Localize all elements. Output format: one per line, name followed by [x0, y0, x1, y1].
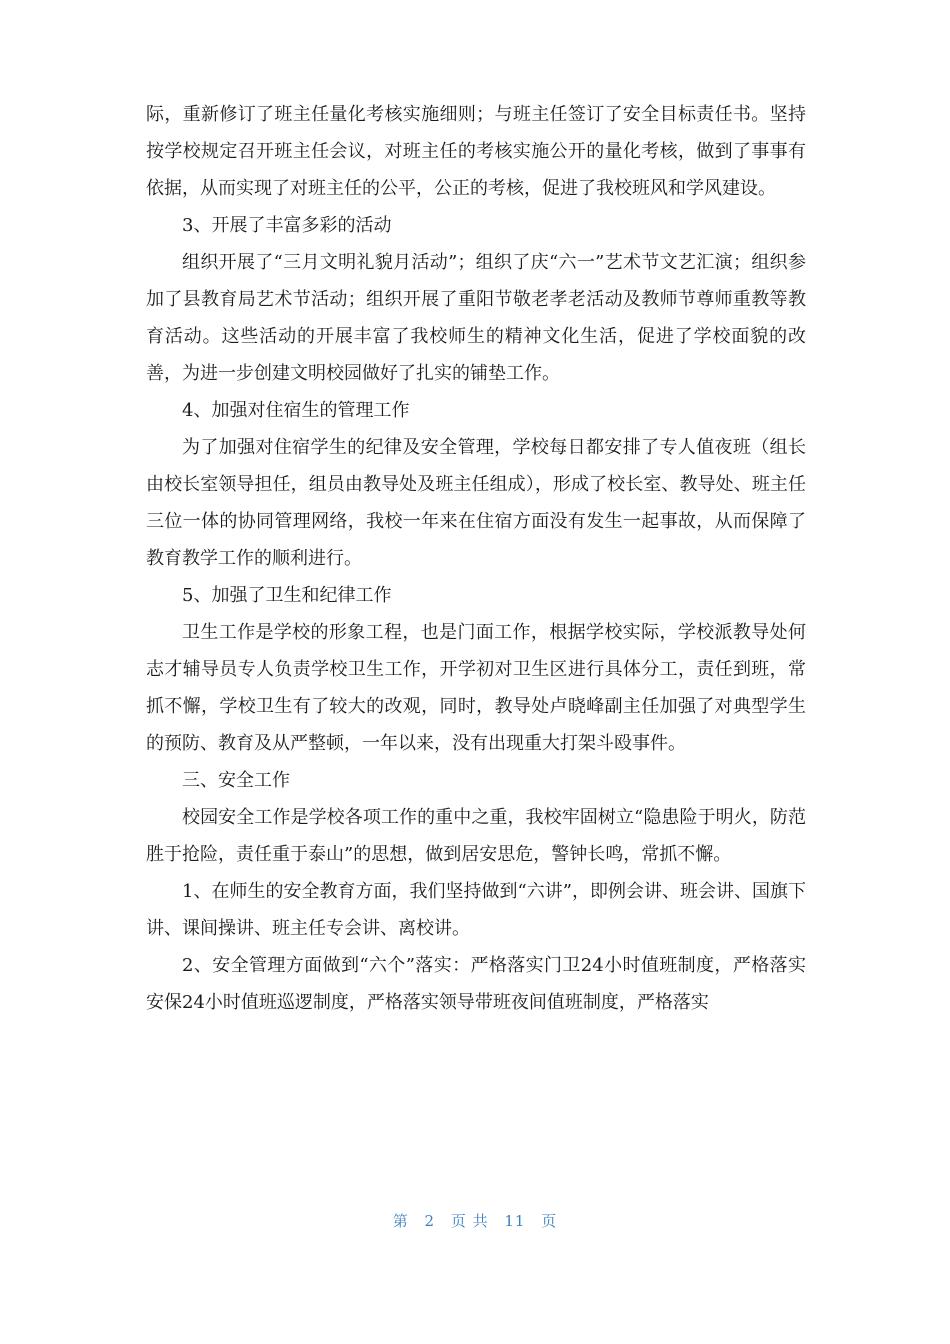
paragraph: 组织开展了“三月文明礼貌月活动”；组织了庆“六一”艺术节文艺汇演；组织参加了县教育局艺术节活动；组织开展了重阳节敬老孝老活动及教师节尊师重教等教育活动。这些活动的开展丰富了我校师生的精神文化生活，促进了学校面貌的改善，为进一步创建文明校园做好了扎实的铺垫工作。 — [146, 252, 806, 384]
paragraph: 卫生工作是学校的形象工程，也是门面工作，根据学校实际，学校派教导处何志才辅导员专人负责学校卫生工作，开学初对卫生区进行具体分工，责任到班，常抓不懈，学校卫生有了较大的改观，同时，教导处卢晓峰副主任加强了对典型学生的预防、教育及从严整顿，一年以来，没有出现重大打架斗殴事件。 — [146, 622, 806, 754]
paragraph: 2、安全管理方面做到“六个”落实：严格落实门卫24小时值班制度，严格落实安保24小时值班巡逻制度，严格落实领导带班夜间值班制度，严格落实 — [146, 955, 806, 1013]
footer-label-pages: 页 — [541, 1212, 558, 1230]
document-body — [146, 96, 806, 1021]
section-heading: 4、加强对住宿生的管理工作 — [182, 400, 410, 421]
footer-label-page: 第 — [392, 1212, 409, 1230]
footer-total-pages: 11 — [504, 1212, 526, 1230]
paragraph: 为了加强对住宿学生的纪律及安全管理，学校每日都安排了专人值夜班（组长由校长室领导担任，组员由教导处及班主任组成），形成了校长室、教导处、班主任三位一体的协同管理网络，我校一年来在住宿方面没有发生一起事故，从而保障了教育教学工作的顺利进行。 — [146, 437, 806, 569]
section-heading: 5、加强了卫生和纪律工作 — [182, 585, 392, 606]
section-heading: 3、开展了丰富多彩的活动 — [182, 215, 392, 236]
footer-label-of: 页 共 — [450, 1212, 489, 1230]
chapter-heading: 三、安全工作 — [182, 770, 290, 791]
paragraph: 校园安全工作是学校各项工作的重中之重，我校牢固树立“隐患险于明火，防范胜于抢险，责任重于泰山”的思想，做到居安思危，警钟长鸣，常抓不懈。 — [146, 807, 806, 865]
paragraph: 1、在师生的安全教育方面，我们坚持做到“六讲”，即例会讲、班会讲、国旗下讲、课间操讲、班主任专会讲、离校讲。 — [146, 881, 806, 939]
page-footer — [0, 1210, 950, 1231]
footer-current-page: 2 — [424, 1212, 436, 1230]
paragraph-continued: 际，重新修订了班主任量化考核实施细则；与班主任签订了安全目标责任书。坚持按学校规定召开班主任会议，对班主任的考核实施公开的量化考核，做到了事事有依据，从而实现了对班主任的公平，公正的考核，促进了我校班风和学风建设。 — [146, 104, 806, 199]
